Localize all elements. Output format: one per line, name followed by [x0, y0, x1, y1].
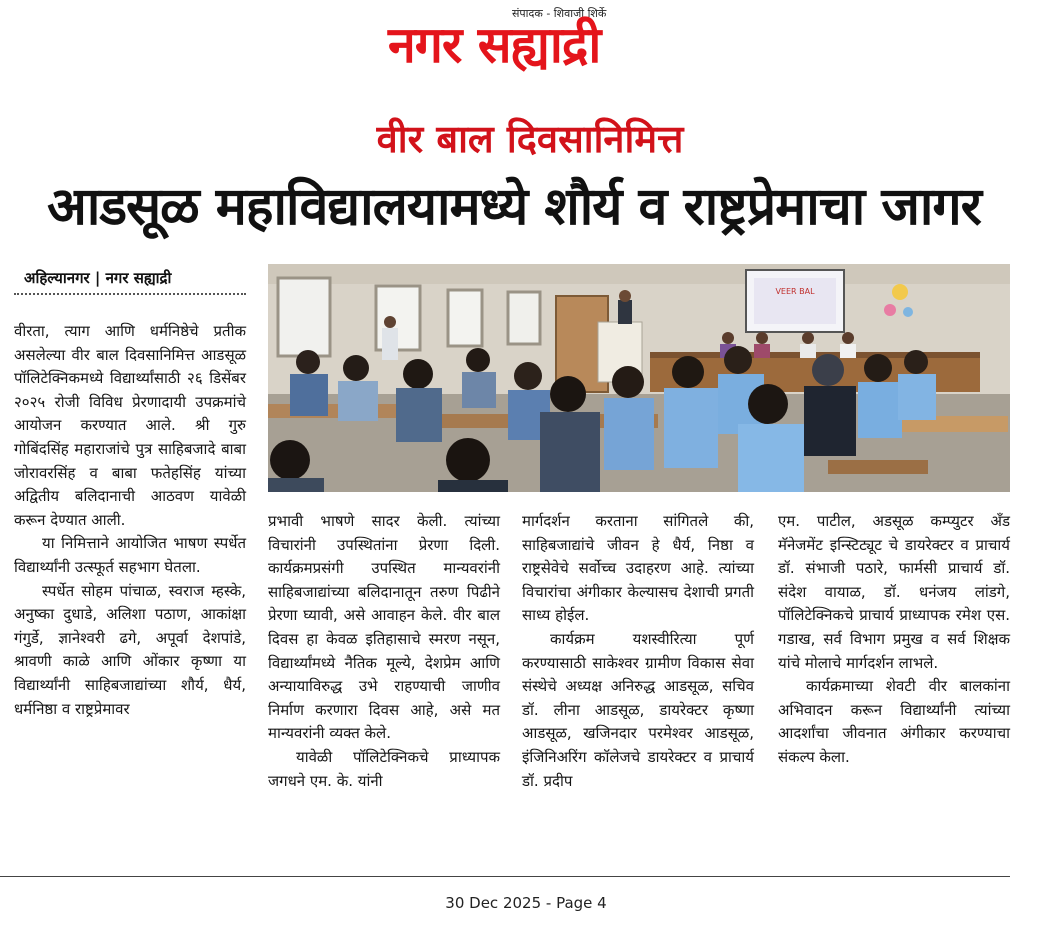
classroom-photo-illustration — [268, 264, 1010, 492]
paragraph: या निमित्ताने आयोजित भाषण स्पर्धेत विद्यार्थ्यांनी उत्स्फूर्त सहभाग घेतला. — [14, 534, 246, 576]
paragraph: प्रभावी भाषणे सादर केली. त्यांच्या विचारांनी उपस्थितांना प्रेरणा दिली. कार्यक्रमप्रसंगी उपस्थित मान्यवरांनी साहिबजाद्यांच्या बलिदानातून तरुण पिढीने प्रेरणा घ्यावी, असे आवाहन केले. वीर बाल दिवस हा केवळ इतिहासाचे स्मरण नसून, विद्यार्थ्यांमध्ये नैतिक मूल्ये, देशप्रेम आणि अन्यायाविरुद्ध उभे राहण्याची जाणीव निर्माण करणारा दिवस आहे, असे मत मान्यवरांनी व्यक्त केले. — [268, 512, 500, 743]
paragraph: कार्यक्रम यशस्वीरित्या पूर्ण करण्यासाठी साकेश्वर ग्रामीण विकास सेवा संस्थेचे अध्यक्ष अनिरुद्ध आडसूळ, सचिव डॉ. लीना आडसूळ, डायरेक्टर कृष्णा आडसूळ, खजिनदार परमेश्वर आडसूळ, इंजिनिअरिंग कॉलेजचे डायरेक्टर व प्राचार्य डॉ. प्रदीप — [522, 629, 754, 790]
screen-text: VEER BAL — [775, 287, 815, 296]
article-column-3 — [522, 510, 754, 793]
article-headline: आडसूळ महाविद्यालयामध्ये शौर्य व राष्ट्रप्रेमाचा जागर — [47, 177, 981, 237]
page-footer: 30 Dec 2025 - Page 4 — [445, 894, 607, 912]
paragraph: यावेळी पॉलिटेक्निकचे प्राध्यापक जगधने एम. के. यांनी — [268, 747, 500, 790]
article-column-2 — [268, 510, 500, 793]
article-column-4 — [778, 510, 1010, 770]
paragraph: वीरता, त्याग आणि धर्मनिष्ठेचे प्रतीक असलेल्या वीर बाल दिवसानिमित्त आडसूळ पॉलिटेक्निकमध्ये विद्यार्थ्यांसाठी २६ डिसेंबर २०२५ रोजी विविध प्रेरणादायी उपक्रमांचे आयोजन करण्यात आले. श्री गुरु गोबिंदसिंह महाराजांचे पुत्र साहिबजादे बाबा जोरावरसिंह व बाबा फतेहसिंह यांच्या अद्वितीय बलिदानाची आठवण यावेळी करून देण्यात आली. — [14, 322, 246, 529]
article-column-1 — [14, 320, 246, 721]
event-photo — [268, 264, 1010, 492]
footer-divider — [0, 876, 1010, 877]
dateline: अहिल्यानगर | नगर सह्याद्री — [14, 268, 246, 295]
article-kicker: वीर बाल दिवसानिमित्त — [376, 117, 684, 161]
paragraph: मार्गदर्शन करताना सांगितले की, साहिबजाद्यांचे जीवन हे धैर्य, निष्ठा व राष्ट्रसेवेचे सर्वोच्च उदाहरण आहे. त्यांच्या विचारांचा अंगीकार केल्यासच देशाची प्रगती साध्य होईल. — [522, 512, 754, 625]
paragraph: स्पर्धेत सोहम पांचाळ, स्वराज म्हस्के, अनुष्का दुधाडे, अलिशा पठाण, आकांक्षा गंगुर्डे, ज्ञानेश्वरी ढगे, अपूर्वा देशपांडे, श्रावणी काळे आणि ओंकार कृष्णा या विद्यार्थ्यांनी साहिबजाद्यांच्या शौर्य, धैर्य, धर्मनिष्ठा व राष्ट्रप्रेमावर — [14, 581, 246, 718]
paragraph: एम. पाटील, अडसूळ कम्प्युटर अँड मॅनेजमेंट इन्स्टिट्यूट चे डायरेक्टर व प्राचार्य डॉ. संभाजी पठारे, फार्मसी प्राचार्य डॉ. संदेश वायाळ, डॉ. धनंजय लांडगे, पॉलिटेक्निकचे प्राचार्य प्राध्यापक रमेश एस. गडाख, सर्व विभाग प्रमुख व सर्व शिक्षक यांचे मोलाचे मार्गदर्शन लाभले. — [778, 512, 1010, 672]
newspaper-logo: नगर सह्याद्री — [388, 16, 601, 74]
editor-credit: संपादक - शिवाजी शिर्के — [512, 7, 607, 20]
paragraph: कार्यक्रमाच्या शेवटी वीर बालकांना अभिवादन करून विद्यार्थ्यांनी त्यांच्या आदर्शांचा जीवनात अंगीकार करण्याचा संकल्प केला. — [778, 677, 1010, 766]
